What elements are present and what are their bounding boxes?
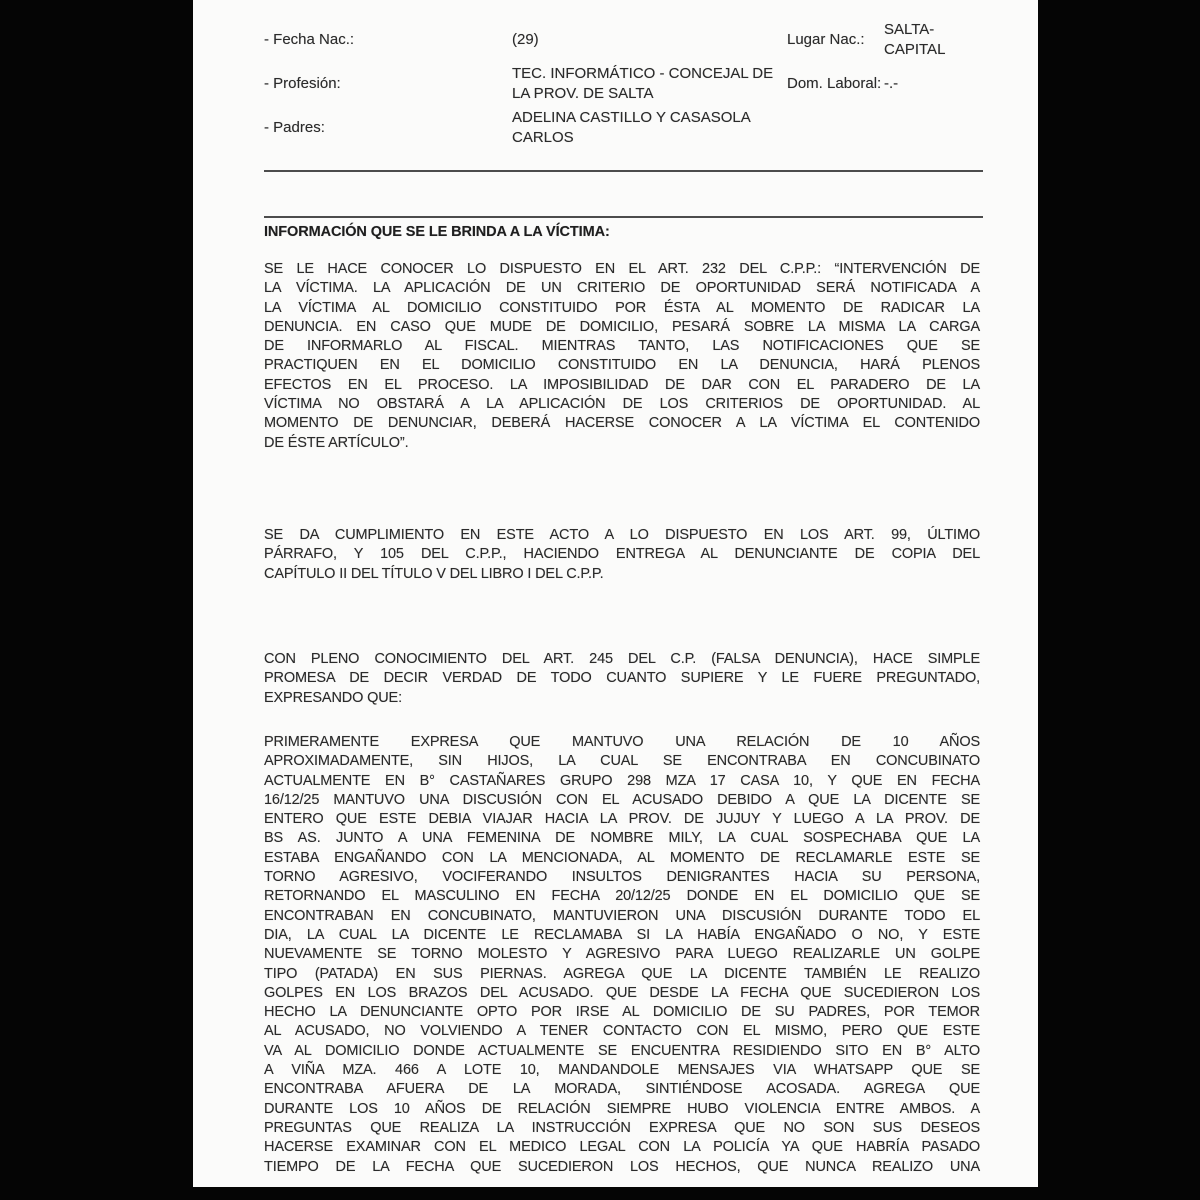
paragraph-articulo-232: [264, 260, 980, 453]
text-line: RETORNANDO EL MASCULINO EN FECHA 20/12/25 DONDE EN EL DOMICILIO QUE SE: [264, 888, 980, 905]
text-line: ESTABA ENGAÑANDO CON LA MENCIONADA, AL MOMENTO DE RECLAMARLE ESTE SE: [264, 849, 980, 866]
text-line: VA AL DOMICILIO DONDE ACTUALMENTE SE ENCUENTRA RESIDIENDO SITO EN B° ALTO: [264, 1042, 980, 1059]
text-line: LA VÍCTIMA. LA APLICACIÓN DE UN CRITERIO DE OPORTUNIDAD SERÁ NOTIFICADA A: [264, 280, 980, 297]
field-value: ADELINA CASTILLO Y CASASOLA CARLOS: [512, 109, 750, 146]
text-line: TIPO (PATADA) EN SUS PIERNAS. AGREGA QUE LA DICENTE TAMBIÉN LE REALIZO: [264, 965, 980, 982]
field-label-secondary: Lugar Nac.:: [787, 31, 865, 48]
text-line: BS AS. JUNTO A UNA FEMENINA DE NOMBRE MILY, LA CUAL SOSPECHABA QUE LA: [264, 830, 980, 847]
field-label: - Padres:: [264, 119, 325, 136]
text-line: ENCONTRABA AFUERA DE LA MORADA, SINTIÉNDOSE ACOSADA. AGREGA QUE: [264, 1081, 980, 1098]
text-line: CON PLENO CONOCIMIENTO DEL ART. 245 DEL C.P. (FALSA DENUNCIA), HACE SIMPLE: [264, 651, 980, 667]
field-value: (29): [512, 31, 539, 48]
text-line: HACERSE EXAMINAR CON EL MEDICO LEGAL CON LA POLICÍA YA QUE HABRÍA PASADO: [264, 1139, 980, 1156]
text-line: ENTERO QUE ESTE DEBIA VIAJAR HACIA LA PROV. DE JUJUY Y LUEGO A LA PROV. DE: [264, 811, 980, 828]
text-line: TORNO AGRESIVO, VOCIFERANDO INSULTOS DENIGRANTES HACIA SU PERSONA,: [264, 869, 980, 886]
text-line: PÁRRAFO, Y 105 DEL C.P.P., HACIENDO ENTREGA AL DENUNCIANTE DE COPIA DEL: [264, 546, 980, 563]
field-label: - Profesión:: [264, 75, 341, 92]
text-line: PROMESA DE DECIR VERDAD DE TODO CUANTO SUPIERE Y LE FUERE PREGUNTADO,: [264, 670, 980, 687]
divider-line-bottom: [264, 216, 983, 218]
text-line: EXPRESANDO QUE:: [264, 689, 402, 706]
text-line: PREGUNTAS QUE REALIZA LA INSTRUCCIÓN EXPRESA QUE NO SON SUS DESEOS: [264, 1119, 980, 1136]
field-value: TEC. INFORMÁTICO - CONCEJAL DE LA PROV. DE SALTA: [512, 65, 774, 102]
text-line: TIEMPO DE LA FECHA QUE SUCEDIERON LOS HECHOS, QUE NUNCA REALIZO UNA: [264, 1158, 980, 1175]
text-line: DENUNCIA. EN CASO QUE MUDE DE DOMICILIO, PESARÁ SOBRE LA MISMA LA CARGA: [264, 318, 980, 335]
text-line: DURANTE LOS 10 AÑOS DE RELACIÓN SIEMPRE HUBO VIOLENCIA ENTRE AMBOS. A: [264, 1100, 980, 1117]
paragraph-articulo-99-105: [264, 526, 980, 584]
text-line: A VIÑA MZA. 466 A LOTE 10, MANDANDOLE MENSAJES VIA WHATSAPP QUE SE: [264, 1062, 980, 1079]
text-line: PRACTIQUEN EN EL DOMICILIO CONSTITUIDO EN LA DENUNCIA, HARÁ PLENOS: [264, 357, 980, 374]
text-line: PRIMERAMENTE EXPRESA QUE MANTUVO UNA RELACIÓN DE 10 AÑOS: [264, 734, 980, 750]
text-line: ENCONTRABAN EN CONCUBINATO, MANTUVIERON UNA DISCUSIÓN DURANTE TODO EL: [264, 907, 980, 924]
text-line: AL ACUSADO, NO VOLVIENDO A TENER CONTACTO CON EL MISMO, PERO QUE ESTE: [264, 1023, 980, 1040]
personal-data-fields: [264, 18, 986, 150]
text-line: DE ÉSTE ARTÍCULO”.: [264, 434, 409, 451]
paragraph-declaracion: [264, 733, 980, 1177]
text-line: 16/12/25 MANTUVO UNA DISCUSIÓN CON EL ACUSADO DEBIDO A QUE LA DICENTE SE: [264, 791, 980, 808]
text-line: ACTUALMENTE EN B° CASTAÑARES GRUPO 298 MZA 17 CASA 10, Y QUE EN FECHA: [264, 772, 980, 789]
text-line: LA VÍCTIMA AL DOMICILIO CONSTITUIDO POR ÉSTA AL MOMENTO DE RADICAR LA: [264, 299, 980, 316]
text-line: SE DA CUMPLIMIENTO EN ESTE ACTO A LO DISPUESTO EN LOS ART. 99, ÚLTIMO: [264, 527, 980, 543]
text-line: SE LE HACE CONOCER LO DISPUESTO EN EL ART. 232 DEL C.P.P.: “INTERVENCIÓN DE: [264, 261, 980, 277]
field-value-secondary: -.-: [884, 75, 899, 92]
field-row: [264, 106, 986, 150]
text-line: NUEVAMENTE SE TORNO MOLESTO Y AGRESIVO PARA LUEGO REALIZARLE UN GOLPE: [264, 946, 980, 963]
text-line: EFECTOS EN EL PROCESO. LA IMPOSIBILIDAD DE DAR CON EL PARADERO DE LA: [264, 376, 980, 393]
paragraph-articulo-245: [264, 650, 980, 708]
field-label-secondary: Dom. Laboral:: [787, 75, 882, 92]
field-label: - Fecha Nac.:: [264, 31, 355, 48]
text-line: VÍCTIMA NO OBSTARÁ A LA APLICACIÓN DE LOS CRITERIOS DE OPORTUNIDAD. AL: [264, 396, 980, 413]
text-line: MOMENTO DE DENUNCIAR, DEBERÁ HACERSE CONOCER A LA VÍCTIMA EL CONTENIDO: [264, 415, 980, 432]
text-line: DE INFORMARLO AL FISCAL. MIENTRAS TANTO, LAS NOTIFICACIONES QUE SE: [264, 338, 980, 355]
section-heading: INFORMACIÓN QUE SE LE BRINDA A LA VÍCTIMA:: [264, 224, 610, 240]
document-page: [193, 0, 1038, 1187]
text-line: HECHO LA DENUNCIANTE OPTO POR IRSE AL DOMICILIO DE SU PADRES, POR TEMOR: [264, 1004, 980, 1021]
text-line: DIA, LA CUAL LA DICENTE LE RECLAMABA SI LA HABÍA ENGAÑADO O NO, Y ESTE: [264, 926, 980, 943]
text-line: APROXIMADAMENTE, SIN HIJOS, LA CUAL SE ENCONTRABA EN CONCUBINATO: [264, 753, 980, 770]
field-row: [264, 18, 986, 62]
text-line: GOLPES EN LOS BRAZOS DEL ACUSADO. QUE DESDE LA FECHA QUE SUCEDIERON LOS: [264, 984, 980, 1001]
text-line: CAPÍTULO II DEL TÍTULO V DEL LIBRO I DEL C.P.P.: [264, 565, 604, 582]
field-row: [264, 62, 986, 106]
field-value-secondary: SALTA-CAPITAL: [884, 21, 946, 58]
divider-line-top: [264, 170, 983, 172]
